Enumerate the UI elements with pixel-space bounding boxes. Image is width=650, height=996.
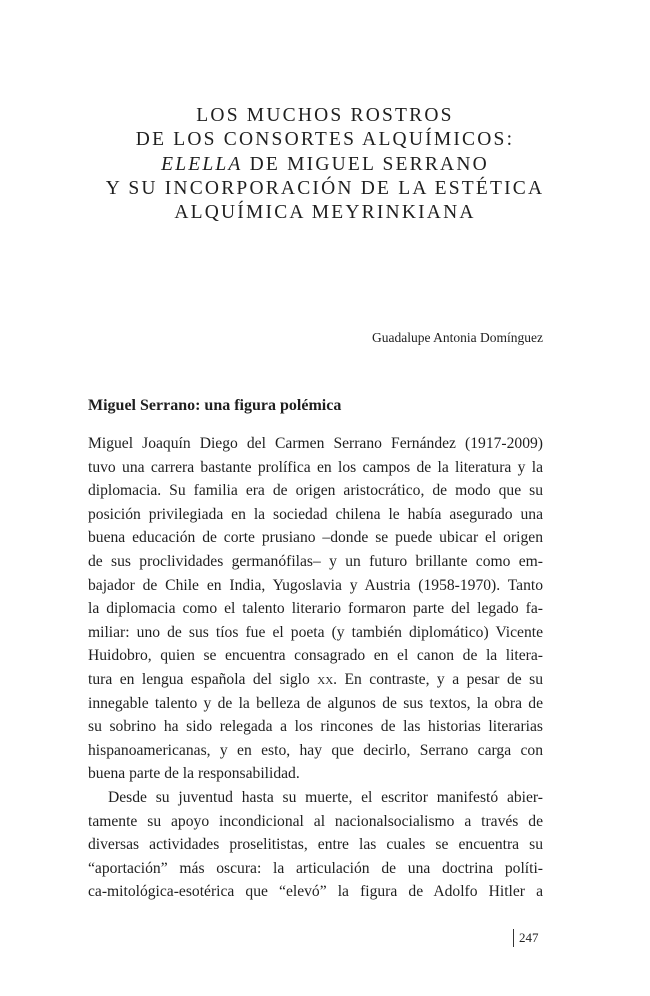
text-line: bajador de Chile en India, Yugoslavia y Austria (1958-1970). Tanto: [88, 576, 543, 594]
title-line-2: DE LOS CONSORTES ALQUÍMICOS:: [135, 129, 515, 151]
text-line: su sobrino ha sido relegada a los rincones de las historias literarias: [88, 718, 543, 736]
section-heading: Miguel Serrano: una figura polémica: [88, 397, 342, 414]
text-line: buena parte de la responsabilidad.: [88, 765, 300, 783]
text-line: innegable talento y de la belleza de algunos de sus textos, la obra de: [88, 694, 543, 712]
author-name: Guadalupe Antonia Domínguez: [372, 330, 543, 345]
title-line-5: ALQUÍMICA MEYRINKIANA: [174, 202, 476, 224]
chapter-title: [40, 104, 610, 225]
text-line: “aportación” más oscura: la articulación de una doctrina políti-: [88, 859, 543, 877]
text-line: ca-mitológica-esotérica que “elevó” la figura de Adolfo Hitler a: [88, 883, 543, 901]
page-number: 247: [513, 929, 539, 947]
text-segment: tura en lengua española del siglo: [88, 670, 310, 688]
text-line: Desde su juventud hasta su muerte, el escritor manifestó abier-: [108, 788, 543, 806]
text-line: hispanoamericanas, y en esto, hay que decirlo, Serrano carga con: [88, 741, 543, 759]
title-italic-work: ELELLA: [161, 153, 243, 175]
text-line: diversas actividades proselitistas, entre las cuales se encuentra su: [88, 836, 543, 854]
century-numeral: xx: [317, 670, 334, 688]
text-line: tamente su apoyo incondicional al nacionalsocialismo a través de: [88, 812, 543, 830]
text-line: diplomacia. Su familia era de origen aristocrático, de modo que su: [88, 482, 543, 500]
text-segment: . En contraste, y a pesar de su: [333, 670, 543, 688]
text-line: de sus proclividades germanófilas– y un futuro brillante como em-: [88, 552, 543, 570]
title-line-4: Y SU INCORPORACIÓN DE LA ESTÉTICA: [105, 177, 545, 199]
text-line: posición privilegiada en la sociedad chilena le había asegurado una: [88, 505, 543, 523]
text-line: Miguel Joaquín Diego del Carmen Serrano Fernández (1917-2009): [88, 435, 543, 452]
text-line: buena educación de corte prusiano –donde se puede ubicar el origen: [88, 529, 543, 547]
body-text: [88, 432, 543, 904]
title-line-1: LOS MUCHOS ROSTROS: [196, 105, 454, 126]
title-line-3-rest: DE MIGUEL SERRANO: [242, 153, 489, 175]
title-line-3: [40, 153, 610, 177]
text-line: tuvo una carrera bastante prolífica en los campos de la literatura y la: [88, 458, 543, 476]
text-line: la diplomacia como el talento literario formaron parte del legado fa-: [88, 600, 543, 618]
text-line: miliar: uno de sus tíos fue el poeta (y también diplomático) Vicente: [88, 623, 543, 641]
text-line: [88, 668, 543, 692]
text-line: Huidobro, quien se encuentra consagrado en el canon de la litera-: [88, 647, 543, 665]
